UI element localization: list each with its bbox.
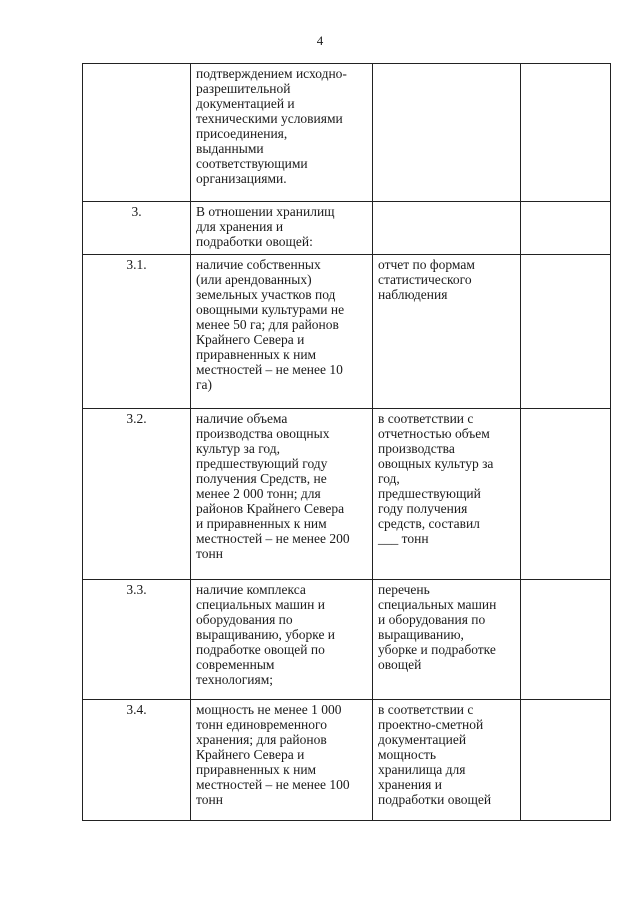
- document-cell: отчет по формам статистического наблюдения: [373, 255, 521, 409]
- table-row: [83, 700, 611, 821]
- criterion-cell: наличие комплекса специальных машин и оборудования по выращиванию, уборке и подработке овощей по современным технологиям;: [191, 580, 373, 700]
- table-row: [83, 64, 611, 202]
- value-cell: [521, 409, 611, 580]
- page-number: 4: [316, 33, 324, 48]
- value-cell: [521, 64, 611, 202]
- document-cell: перечень специальных машин и оборудования по выращиванию, уборке и подработке овощей: [373, 580, 521, 700]
- row-number-cell: 3.3.: [83, 580, 191, 700]
- row-number-cell: 3.2.: [83, 409, 191, 580]
- criterion-cell: В отношении хранилищ для хранения и подработки овощей:: [191, 202, 373, 255]
- value-cell: [521, 202, 611, 255]
- row-number-cell: 3.1.: [83, 255, 191, 409]
- document-cell: в соответствии с отчетностью объем производства овощных культур за год, предшествующий году получения средств, составил ___ тонн: [373, 409, 521, 580]
- row-number-cell: 3.: [83, 202, 191, 255]
- value-cell: [521, 255, 611, 409]
- row-number-cell: 3.4.: [83, 700, 191, 821]
- row-number-cell: [83, 64, 191, 202]
- requirements-table: [82, 63, 611, 821]
- table-row: [83, 580, 611, 700]
- document-cell: [373, 64, 521, 202]
- criterion-cell: подтверждением исходно- разрешительной документацией и техническими условиями присоединения, выданными соответствующими организациями.: [191, 64, 373, 202]
- criterion-cell: наличие собственных (или арендованных) земельных участков под овощными культурами не менее 50 га; для районов Крайнего Севера и приравненных к ним местностей – не менее 10 га): [191, 255, 373, 409]
- document-cell: [373, 202, 521, 255]
- table-row: [83, 202, 611, 255]
- value-cell: [521, 580, 611, 700]
- criterion-cell: мощность не менее 1 000 тонн единовременного хранения; для районов Крайнего Севера и приравненных к ним местностей – не менее 100 тонн: [191, 700, 373, 821]
- table-row: [83, 409, 611, 580]
- table-row: [83, 255, 611, 409]
- value-cell: [521, 700, 611, 821]
- document-cell: в соответствии с проектно-сметной документацией мощность хранилища для хранения и подработки овощей: [373, 700, 521, 821]
- criterion-cell: наличие объема производства овощных культур за год, предшествующий году получения Средств, не менее 2 000 тонн; для районов Крайнего Севера и приравненных к ним местностей – не менее 200 тонн: [191, 409, 373, 580]
